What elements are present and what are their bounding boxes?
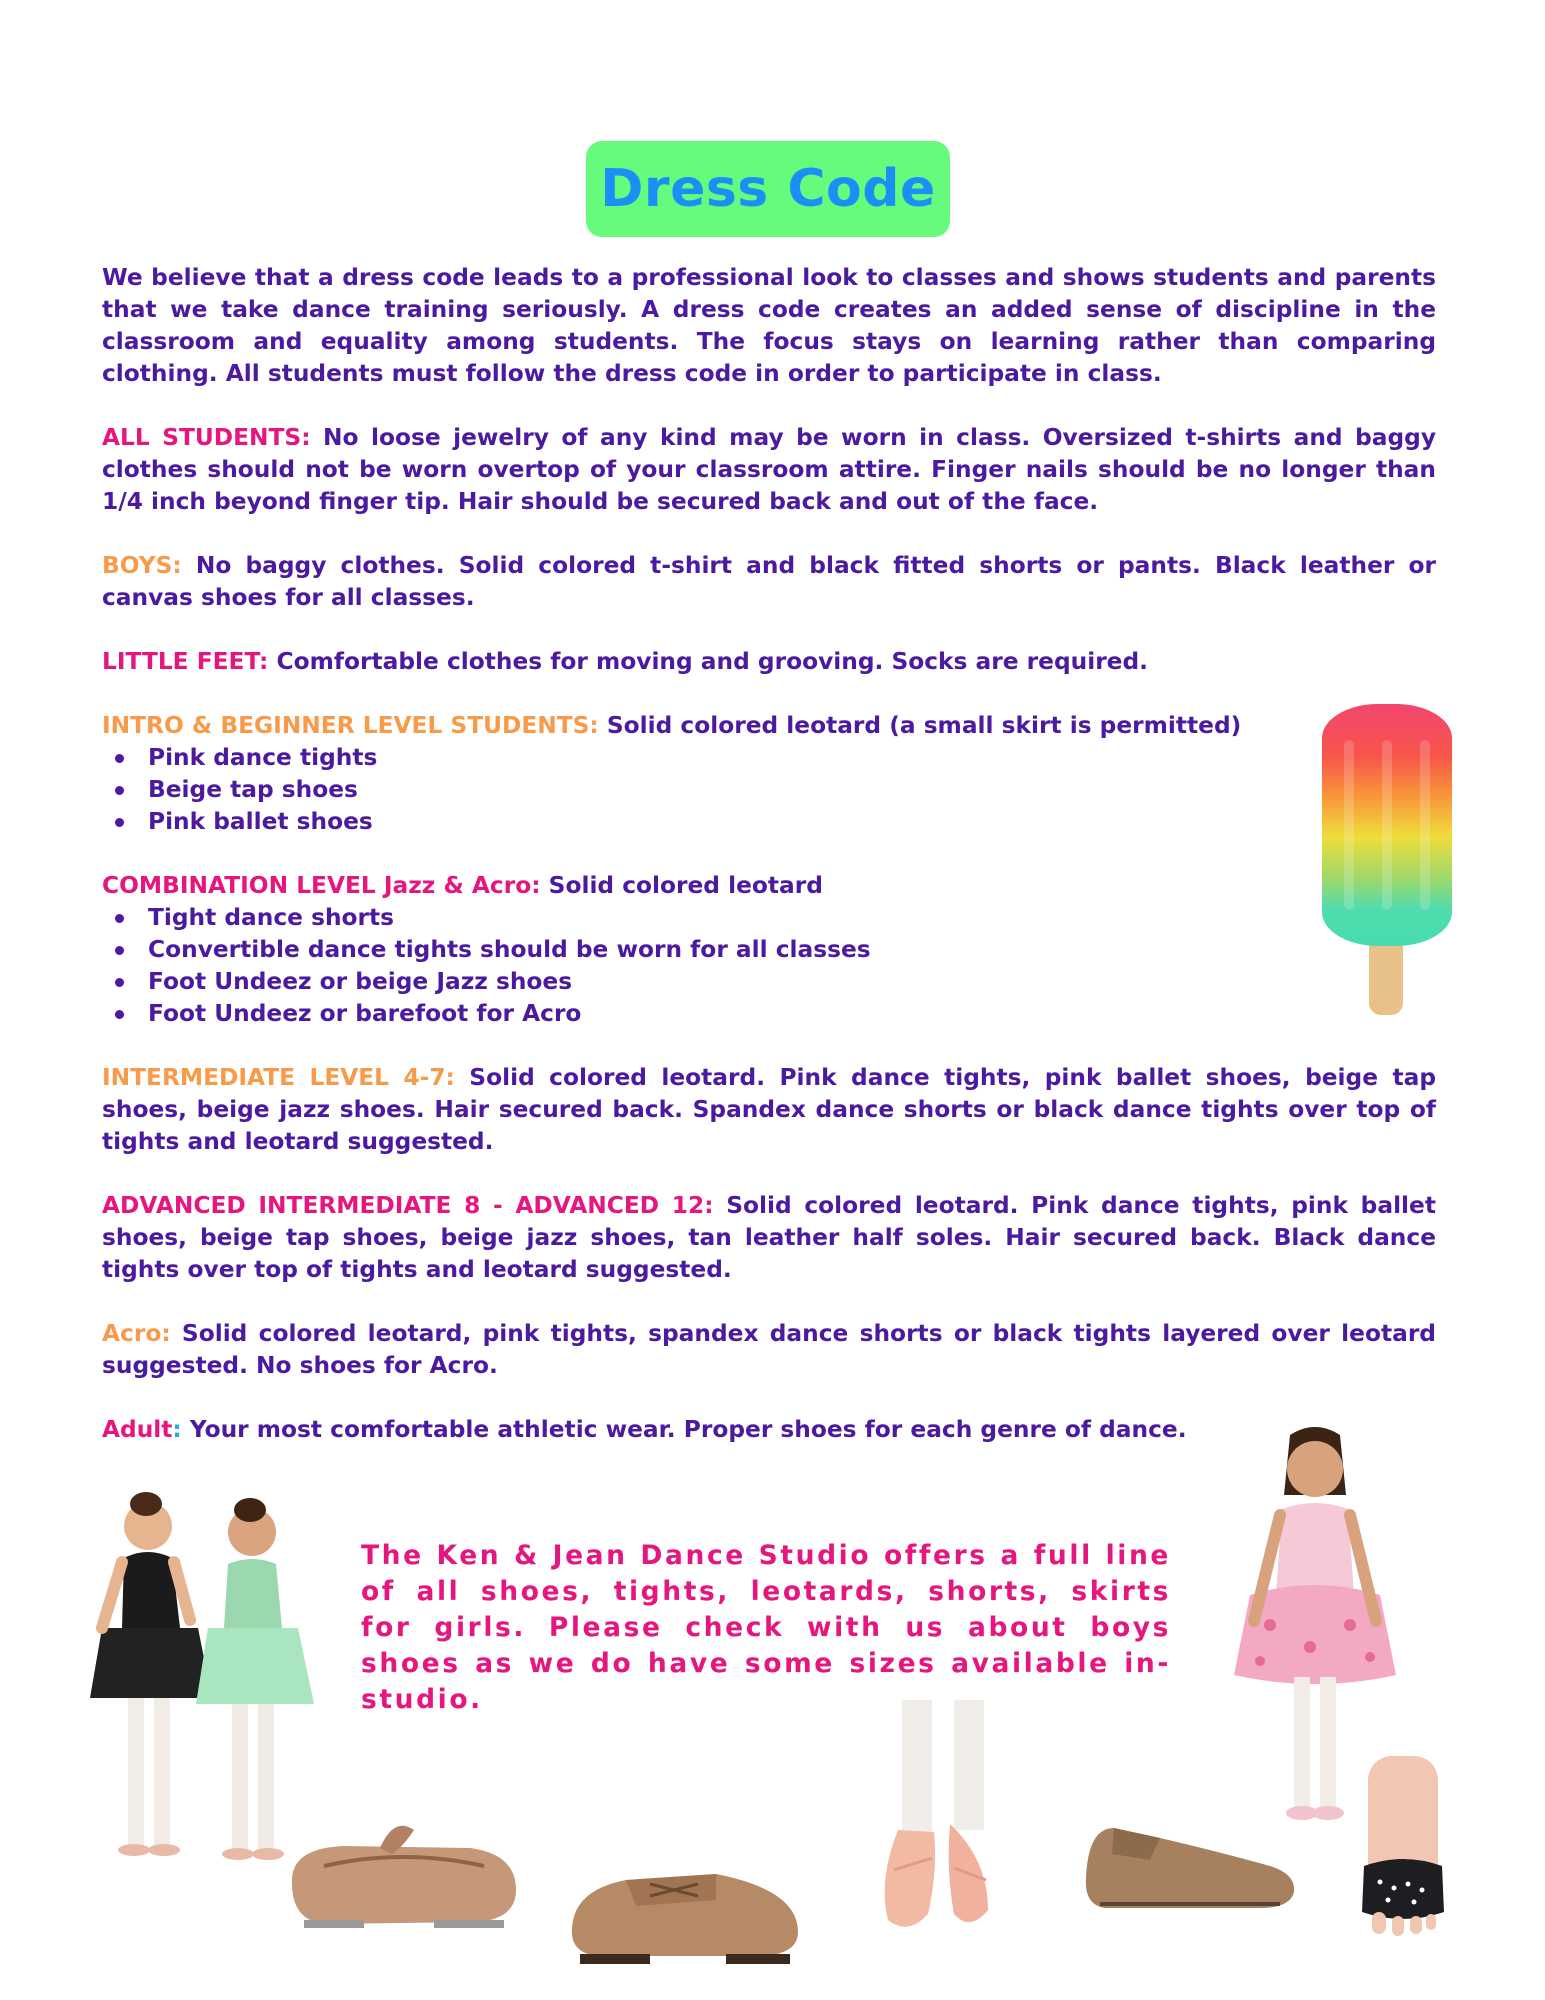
section-text: Solid colored leotard (a small skirt is permitted) bbox=[598, 712, 1242, 739]
section-boys bbox=[102, 550, 1436, 614]
list-item: Pink ballet shoes bbox=[102, 806, 1436, 838]
section-colon: : bbox=[172, 1416, 182, 1443]
list-item: Beige tap shoes bbox=[102, 774, 1436, 806]
section-label: LITTLE FEET: bbox=[102, 648, 269, 675]
section-advanced bbox=[102, 1190, 1436, 1286]
page-title: Dress Code bbox=[600, 159, 936, 219]
section-intermediate bbox=[102, 1062, 1436, 1158]
section-text: Solid colored leotard. Pink dance tights, pink ballet shoes, beige tap shoes, beige jazz shoes, tan leather half soles. Hair secured back. Black dance tights over top of tights and leotard suggested. bbox=[102, 1192, 1436, 1283]
intro-beginner-list bbox=[102, 742, 1436, 838]
section-text: Solid colored leotard, pink tights, spandex dance shorts or black tights layered over leotard suggested. No shoes for Acro. bbox=[102, 1320, 1436, 1379]
list-item: Tight dance shorts bbox=[102, 902, 1436, 934]
section-text: No baggy clothes. Solid colored t-shirt and black fitted shorts or pants. Black leather or canvas shoes for all classes. bbox=[102, 552, 1436, 611]
list-item: Foot Undeez or beige Jazz shoes bbox=[102, 966, 1436, 998]
jazz-oxford-shoe-photo bbox=[566, 1850, 806, 1970]
section-little-feet bbox=[102, 646, 1436, 678]
section-text: Comfortable clothes for moving and grooving. Socks are required. bbox=[268, 648, 1149, 675]
section-label: Acro: bbox=[102, 1320, 171, 1347]
popsicle-illustration bbox=[1318, 700, 1458, 1020]
section-all-students bbox=[102, 422, 1436, 518]
section-label: ADVANCED INTERMEDIATE 8 - ADVANCED 12: bbox=[102, 1192, 714, 1219]
section-text: Solid colored leotard. Pink dance tights, pink ballet shoes, beige tap shoes, beige jazz shoes. Hair secured back. Spandex dance shorts or black dance tights over top of tights and leotard suggested. bbox=[102, 1064, 1436, 1155]
section-intro-beginner bbox=[102, 710, 1436, 742]
intro-paragraph: We believe that a dress code leads to a professional look to classes and shows students and parents that we take dance training seriously. A dress code creates an added sense of discipline in the classroom and equality among students. The focus stays on learning rather than comparing clothing. All students must follow the dress code in order to participate in class. bbox=[102, 264, 1436, 387]
section-label: BOYS: bbox=[102, 552, 182, 579]
jazz-shoe-photo bbox=[1080, 1808, 1300, 1918]
section-text: Solid colored leotard bbox=[540, 872, 823, 899]
dress-code-body bbox=[102, 262, 1436, 1478]
tap-shoe-photo bbox=[284, 1808, 524, 1948]
section-label: ALL STUDENTS: bbox=[102, 424, 311, 451]
section-text: No loose jewelry of any kind may be worn in class. Oversized t-shirts and baggy clothes should not be worn overtop of your classroom attire. Finger nails should be no longer than 1/4 inch beyond finger tip. Hair should be secured back and out of the face. bbox=[102, 424, 1437, 515]
ballet-slippers-photo bbox=[858, 1700, 1018, 1940]
list-item: Convertible dance tights should be worn for all classes bbox=[102, 934, 1436, 966]
studio-notice: The Ken & Jean Dance Studio offers a full line of all shoes, tights, leotards, shorts, skirts for girls. Please check with us about boys shoes as we do have some sizes available in-studio. bbox=[361, 1540, 1171, 1715]
list-item: Foot Undeez or barefoot for Acro bbox=[102, 998, 1436, 1030]
section-label: INTRO & BEGINNER LEVEL STUDENTS: bbox=[102, 712, 599, 739]
section-label: COMBINATION LEVEL Jazz & Acro: bbox=[102, 872, 541, 899]
combination-list bbox=[102, 902, 1436, 1030]
title-banner bbox=[586, 141, 950, 237]
list-item: Pink dance tights bbox=[102, 742, 1436, 774]
section-label: INTERMEDIATE LEVEL 4-7: bbox=[102, 1064, 455, 1091]
section-label: Adult bbox=[102, 1416, 173, 1443]
foot-undeez-photo bbox=[1358, 1756, 1448, 1938]
section-combination bbox=[102, 870, 1436, 902]
section-text: Your most comfortable athletic wear. Proper shoes for each genre of dance. bbox=[181, 1416, 1187, 1443]
section-acro bbox=[102, 1318, 1436, 1382]
